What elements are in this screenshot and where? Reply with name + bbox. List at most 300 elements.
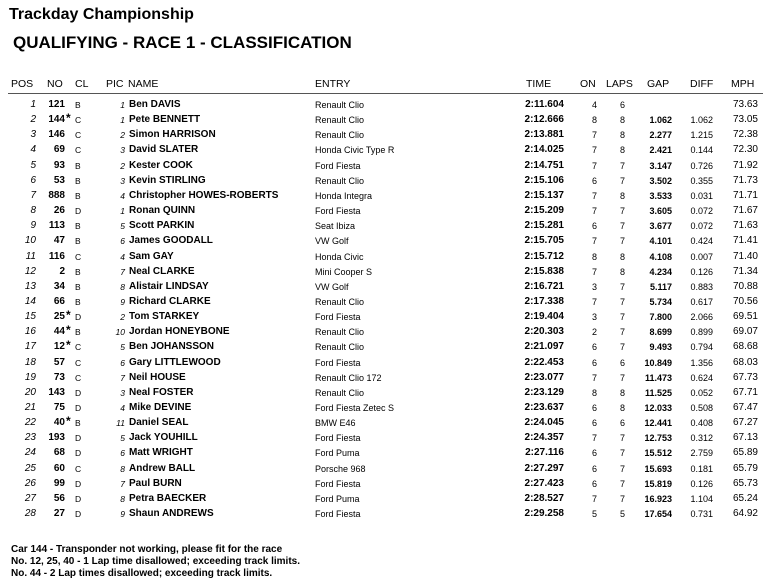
cell-gap: 1.062 <box>649 115 672 126</box>
cell-entry: Ford Puma <box>315 448 360 459</box>
cell-entry: Renault Clio <box>315 296 365 307</box>
cell-laps: 8 <box>619 190 625 201</box>
cell-diff: 0.624 <box>690 372 713 383</box>
cell-name: Alistair LINDSAY <box>129 280 209 292</box>
cell-gap: 3.502 <box>649 175 672 186</box>
cell-cl: B <box>75 221 81 232</box>
cell-name: Tom STARKEY <box>129 311 200 323</box>
cell-pic: 7 <box>120 266 125 277</box>
cell-entry: VW Golf <box>315 236 349 247</box>
cell-no: 99 <box>53 477 65 489</box>
cell-gap: 12.753 <box>644 433 672 444</box>
cell-name: Neal FOSTER <box>129 386 194 398</box>
cell-name: James GOODALL <box>129 235 213 247</box>
cell-gap: 15.819 <box>644 478 672 489</box>
cell-entry: Ford Fiesta <box>315 160 361 171</box>
table-row <box>0 415 771 430</box>
cell-no: 44 <box>53 326 65 338</box>
cell-diff: 0.508 <box>690 403 713 413</box>
table-row <box>0 355 771 370</box>
cell-diff: 0.312 <box>690 433 713 444</box>
cell-pos: 8 <box>30 205 36 217</box>
cell-cl: B <box>75 175 81 186</box>
cell-pic: 1 <box>120 115 125 126</box>
cell-diff: 0.355 <box>690 175 713 186</box>
cell-cl: B <box>75 296 81 307</box>
cell-name: David SLATER <box>129 144 199 156</box>
cell-time: 2:20.303 <box>524 326 564 338</box>
table-row <box>0 173 771 188</box>
cell-diff: 0.731 <box>690 509 713 520</box>
cell-entry: Ford Fiesta <box>315 206 361 217</box>
cell-pos: 22 <box>24 417 36 429</box>
cell-entry: Ford Puma <box>315 493 360 504</box>
cell-on: 7 <box>591 372 597 383</box>
table-row <box>0 218 771 233</box>
cell-cl: D <box>75 448 82 459</box>
cell-mph: 67.73 <box>732 371 758 383</box>
cell-pic: 6 <box>120 357 125 368</box>
cell-gap: 3.533 <box>649 190 672 201</box>
col-no-header: NO <box>47 78 63 90</box>
cell-pos: 3 <box>30 129 36 141</box>
cell-mph: 69.07 <box>732 326 758 338</box>
cell-pos: 2 <box>30 114 36 126</box>
cell-name: Paul BURN <box>129 477 182 489</box>
cell-time: 2:28.527 <box>524 492 564 504</box>
cell-diff: 1.356 <box>690 357 713 368</box>
col-laps-header: LAPS <box>606 78 633 90</box>
cell-on: 6 <box>591 357 597 368</box>
cell-cl: B <box>75 266 81 277</box>
cell-on: 6 <box>591 403 597 413</box>
cell-mph: 71.63 <box>732 220 758 232</box>
cell-cl: B <box>75 327 81 338</box>
cell-cl: B <box>75 100 81 110</box>
cell-entry: Renault Clio <box>315 327 365 338</box>
cell-pos: 28 <box>24 508 36 520</box>
cell-pic: 5 <box>120 221 125 232</box>
cell-time: 2:13.881 <box>524 129 564 141</box>
transponder-note-marker: * <box>66 414 71 429</box>
cell-diff: 0.072 <box>690 221 713 232</box>
cell-pic: 8 <box>120 281 125 292</box>
cell-no: 116 <box>48 250 65 262</box>
cell-pic: 5 <box>120 433 125 444</box>
footnote: No. 44 - 2 Lap times disallowed; exceeding track limits. <box>11 568 273 579</box>
cell-entry: BMW E46 <box>315 418 356 429</box>
cell-pos: 7 <box>30 189 36 201</box>
cell-name: Scott PARKIN <box>129 220 195 232</box>
cell-diff: 0.126 <box>690 478 713 489</box>
cell-on: 8 <box>591 115 597 126</box>
cell-cl: D <box>75 493 82 504</box>
cell-name: Neil HOUSE <box>129 371 186 383</box>
cell-pos: 24 <box>24 447 36 459</box>
cell-entry: Ford Fiesta <box>315 312 361 323</box>
cell-mph: 71.34 <box>732 265 758 277</box>
cell-gap: 4.101 <box>649 236 672 247</box>
cell-entry: Seat Ibiza <box>315 221 356 232</box>
cell-time: 2:15.106 <box>524 174 564 186</box>
cell-entry: Ford Fiesta Zetec S <box>315 403 395 413</box>
cell-laps: 5 <box>619 509 625 520</box>
cell-gap: 17.654 <box>644 509 672 520</box>
cell-pic: 4 <box>120 251 125 262</box>
cell-entry: VW Golf <box>315 281 349 292</box>
cell-cl: D <box>75 312 82 323</box>
cell-pos: 14 <box>24 295 36 307</box>
cell-entry: Porsche 968 <box>315 463 366 474</box>
table-row <box>0 158 771 173</box>
cell-laps: 7 <box>619 160 625 171</box>
cell-diff: 0.883 <box>690 281 713 292</box>
cell-cl: C <box>75 372 82 383</box>
cell-gap: 11.473 <box>644 372 672 383</box>
cell-time: 2:12.666 <box>524 114 564 126</box>
footnote: No. 12, 25, 40 - 1 Lap time disallowed; exceeding track limits. <box>11 556 300 567</box>
cell-name: Ronan QUINN <box>129 205 196 217</box>
cell-laps: 8 <box>619 130 625 141</box>
cell-laps: 7 <box>619 493 625 504</box>
cell-name: Simon HARRISON <box>129 129 216 141</box>
cell-time: 2:23.129 <box>524 386 564 398</box>
col-mph-header: MPH <box>731 78 755 90</box>
cell-gap: 4.234 <box>649 266 672 277</box>
cell-mph: 67.71 <box>732 386 758 398</box>
cell-pic: 3 <box>120 387 125 398</box>
cell-laps: 7 <box>619 463 625 474</box>
cell-no: 143 <box>48 386 65 398</box>
cell-time: 2:19.404 <box>524 311 564 323</box>
cell-cl: C <box>75 463 82 474</box>
cell-laps: 7 <box>619 175 625 186</box>
cell-laps: 8 <box>619 387 625 398</box>
cell-gap: 3.605 <box>649 206 672 217</box>
cell-pos: 13 <box>24 280 36 292</box>
cell-name: Richard CLARKE <box>129 295 211 307</box>
cell-on: 7 <box>591 206 597 217</box>
cell-no: 12 <box>53 341 65 353</box>
cell-time: 2:23.637 <box>524 402 564 413</box>
cell-diff: 2.066 <box>690 312 713 323</box>
col-pic-header: PIC <box>106 78 124 90</box>
cell-time: 2:15.705 <box>524 235 564 247</box>
cell-gap: 3.677 <box>649 221 672 232</box>
table-row <box>0 476 771 491</box>
cell-cl: D <box>75 387 82 398</box>
cell-diff: 2.759 <box>690 448 713 459</box>
cell-mph: 65.79 <box>732 462 758 474</box>
cell-cl: C <box>75 145 82 156</box>
cell-on: 3 <box>591 281 597 292</box>
cell-laps: 8 <box>619 115 625 126</box>
cell-pos: 25 <box>24 462 36 474</box>
cell-diff: 0.181 <box>690 463 713 474</box>
cell-gap: 2.277 <box>649 130 672 141</box>
cell-cl: D <box>75 433 82 444</box>
cell-pic: 6 <box>120 236 125 247</box>
cell-laps: 8 <box>619 251 625 262</box>
cell-gap: 9.493 <box>649 342 672 353</box>
cell-no: 27 <box>53 508 65 520</box>
cell-mph: 65.73 <box>732 477 758 489</box>
cell-time: 2:27.297 <box>524 462 564 474</box>
cell-pic: 7 <box>120 372 125 383</box>
cell-no: 25 <box>53 311 65 323</box>
col-on-header: ON <box>580 78 596 90</box>
transponder-note-marker: * <box>66 111 71 126</box>
cell-diff: 1.062 <box>690 115 713 126</box>
cell-pos: 23 <box>24 432 36 444</box>
cell-entry: Ford Fiesta <box>315 478 361 489</box>
cell-no: 121 <box>48 99 65 110</box>
cell-mph: 67.13 <box>732 432 758 444</box>
cell-no: 113 <box>48 220 65 232</box>
cell-cl: D <box>75 403 82 413</box>
cell-pos: 21 <box>24 402 36 413</box>
cell-entry: Ford Fiesta <box>315 357 361 368</box>
transponder-note-marker: * <box>66 308 71 323</box>
cell-mph: 73.63 <box>732 99 758 110</box>
cell-cl: B <box>75 190 81 201</box>
cell-laps: 7 <box>619 206 625 217</box>
table-row <box>0 142 771 157</box>
cell-pic: 4 <box>120 403 125 413</box>
table-row <box>0 324 771 339</box>
cell-on: 7 <box>591 266 597 277</box>
col-entry-header: ENTRY <box>315 78 351 90</box>
cell-pic: 9 <box>120 509 125 520</box>
cell-laps: 6 <box>619 418 625 429</box>
cell-mph: 68.68 <box>732 341 758 353</box>
cell-name: Matt WRIGHT <box>129 447 193 459</box>
cell-no: 75 <box>53 402 65 413</box>
cell-pic: 4 <box>120 190 125 201</box>
table-row <box>0 491 771 506</box>
cell-diff: 0.726 <box>690 160 713 171</box>
cell-on: 7 <box>591 145 597 156</box>
cell-entry: Ford Fiesta <box>315 509 361 520</box>
cell-pic: 1 <box>120 100 125 110</box>
cell-gap: 5.734 <box>649 296 672 307</box>
cell-time: 2:15.209 <box>524 205 564 217</box>
cell-mph: 72.30 <box>732 144 758 156</box>
cell-cl: D <box>75 509 82 520</box>
cell-mph: 71.71 <box>732 189 758 201</box>
cell-pic: 3 <box>120 145 125 156</box>
cell-mph: 70.56 <box>732 295 758 307</box>
cell-on: 7 <box>591 236 597 247</box>
cell-mph: 65.24 <box>732 492 758 504</box>
cell-entry: Renault Clio <box>315 342 365 353</box>
cell-gap: 12.033 <box>644 403 672 413</box>
cell-on: 8 <box>591 387 597 398</box>
cell-no: 40 <box>53 417 65 429</box>
cell-name: Jordan HONEYBONE <box>129 326 230 338</box>
cell-pic: 8 <box>120 463 125 474</box>
cell-laps: 7 <box>619 372 625 383</box>
cell-on: 7 <box>591 160 597 171</box>
cell-entry: Mini Cooper S <box>315 266 373 277</box>
cell-time: 2:15.712 <box>524 250 564 262</box>
cell-pic: 11 <box>116 418 125 429</box>
cell-diff: 0.126 <box>690 266 713 277</box>
cell-laps: 7 <box>619 221 625 232</box>
cell-laps: 7 <box>619 312 625 323</box>
table-row <box>0 339 771 354</box>
cell-on: 7 <box>591 433 597 444</box>
transponder-note-marker: * <box>66 323 71 338</box>
cell-name: Gary LITTLEWOOD <box>129 356 221 368</box>
cell-mph: 69.51 <box>732 311 758 323</box>
cell-name: Kevin STIRLING <box>129 174 206 186</box>
table-row <box>0 506 771 521</box>
cell-entry: Renault Clio <box>315 175 365 186</box>
cell-name: Shaun ANDREWS <box>129 508 214 520</box>
cell-on: 2 <box>591 327 597 338</box>
table-row <box>0 264 771 279</box>
cell-gap: 16.923 <box>644 493 672 504</box>
cell-time: 2:15.281 <box>524 220 564 232</box>
cell-time: 2:16.721 <box>524 280 564 292</box>
cell-gap: 11.525 <box>644 387 672 398</box>
cell-no: 2 <box>59 265 65 277</box>
cell-cl: B <box>75 236 81 247</box>
cell-time: 2:24.045 <box>524 417 564 429</box>
cell-no: 146 <box>48 129 65 141</box>
cell-cl: B <box>75 160 81 171</box>
table-row <box>0 279 771 294</box>
cell-entry: Renault Clio <box>315 130 365 141</box>
table-row <box>0 112 771 127</box>
cell-entry: Renault Clio 172 <box>315 372 382 383</box>
cell-pos: 5 <box>30 159 36 171</box>
table-row <box>0 233 771 248</box>
cell-mph: 71.40 <box>732 250 758 262</box>
cell-no: 144 <box>48 114 65 126</box>
cell-on: 3 <box>591 312 597 323</box>
cell-diff: 0.899 <box>690 327 713 338</box>
cell-name: Jack YOUHILL <box>129 432 198 444</box>
table-row <box>0 127 771 142</box>
cell-diff: 0.794 <box>690 342 713 353</box>
cell-entry: Honda Integra <box>315 190 373 201</box>
cell-gap: 12.441 <box>644 418 672 429</box>
cell-gap: 7.800 <box>649 312 672 323</box>
cell-cl: C <box>75 115 82 126</box>
cell-on: 6 <box>591 175 597 186</box>
cell-entry: Ford Fiesta <box>315 433 361 444</box>
cell-no: 888 <box>48 189 65 201</box>
cell-pos: 12 <box>24 265 36 277</box>
cell-pic: 8 <box>120 493 125 504</box>
cell-time: 2:17.338 <box>524 295 564 307</box>
cell-mph: 71.92 <box>732 159 758 171</box>
cell-gap: 15.512 <box>644 448 672 459</box>
cell-name: Petra BAECKER <box>129 492 207 504</box>
cell-mph: 71.67 <box>732 205 758 217</box>
table-row <box>0 309 771 324</box>
cell-pos: 27 <box>24 492 36 504</box>
cell-pic: 7 <box>120 478 125 489</box>
cell-no: 73 <box>53 371 65 383</box>
cell-cl: B <box>75 281 81 292</box>
col-pos-header: POS <box>11 78 34 90</box>
cell-pic: 10 <box>115 327 125 338</box>
cell-on: 7 <box>591 296 597 307</box>
cell-pos: 26 <box>24 477 36 489</box>
table-row <box>0 294 771 309</box>
cell-pic: 6 <box>120 448 125 459</box>
cell-on: 4 <box>591 100 597 110</box>
cell-pos: 15 <box>24 311 36 323</box>
cell-gap: 10.849 <box>644 357 672 368</box>
cell-cl: D <box>75 206 82 217</box>
cell-laps: 6 <box>619 100 625 110</box>
table-row <box>0 249 771 264</box>
cell-mph: 72.38 <box>732 129 758 141</box>
cell-time: 2:29.258 <box>524 508 564 520</box>
table-row <box>0 430 771 445</box>
cell-no: 47 <box>53 235 65 247</box>
cell-laps: 7 <box>619 448 625 459</box>
cell-pic: 9 <box>120 296 125 307</box>
cell-pos: 1 <box>30 99 36 110</box>
cell-pos: 17 <box>24 341 36 353</box>
cell-on: 6 <box>591 221 597 232</box>
cell-cl: C <box>75 251 82 262</box>
cell-laps: 8 <box>619 145 625 156</box>
cell-pos: 16 <box>24 326 36 338</box>
cell-gap: 3.147 <box>649 160 672 171</box>
cell-diff: 0.144 <box>690 145 713 156</box>
cell-time: 2:14.025 <box>524 144 564 156</box>
cell-diff: 0.617 <box>690 296 713 307</box>
cell-name: Sam GAY <box>129 250 174 262</box>
cell-pic: 1 <box>120 206 125 217</box>
cell-entry: Honda Civic <box>315 251 364 262</box>
cell-diff: 0.424 <box>690 236 713 247</box>
cell-pos: 20 <box>24 386 36 398</box>
cell-on: 7 <box>591 493 597 504</box>
cell-no: 93 <box>53 159 65 171</box>
footnote: Car 144 - Transponder not working, please fit for the race <box>11 544 283 555</box>
cell-entry: Renault Clio <box>315 387 365 398</box>
cell-name: Andrew BALL <box>129 462 196 474</box>
cell-laps: 7 <box>619 478 625 489</box>
cell-time: 2:27.116 <box>525 447 564 459</box>
cell-mph: 65.89 <box>732 447 758 459</box>
cell-name: Ben DAVIS <box>129 99 181 110</box>
cell-no: 34 <box>53 280 65 292</box>
cell-time: 2:15.838 <box>524 265 564 277</box>
cell-cl: C <box>75 130 82 141</box>
cell-time: 2:24.357 <box>524 432 564 444</box>
cell-laps: 8 <box>619 266 625 277</box>
cell-pos: 9 <box>30 220 36 232</box>
cell-gap: 5.117 <box>649 281 672 292</box>
table-row <box>0 188 771 203</box>
cell-mph: 70.88 <box>732 280 758 292</box>
cell-diff: 0.052 <box>690 387 713 398</box>
cell-laps: 7 <box>619 327 625 338</box>
cell-no: 56 <box>53 492 65 504</box>
cell-time: 2:15.137 <box>524 189 564 201</box>
cell-on: 6 <box>591 418 597 429</box>
cell-name: Kester COOK <box>129 159 193 171</box>
cell-on: 6 <box>591 448 597 459</box>
